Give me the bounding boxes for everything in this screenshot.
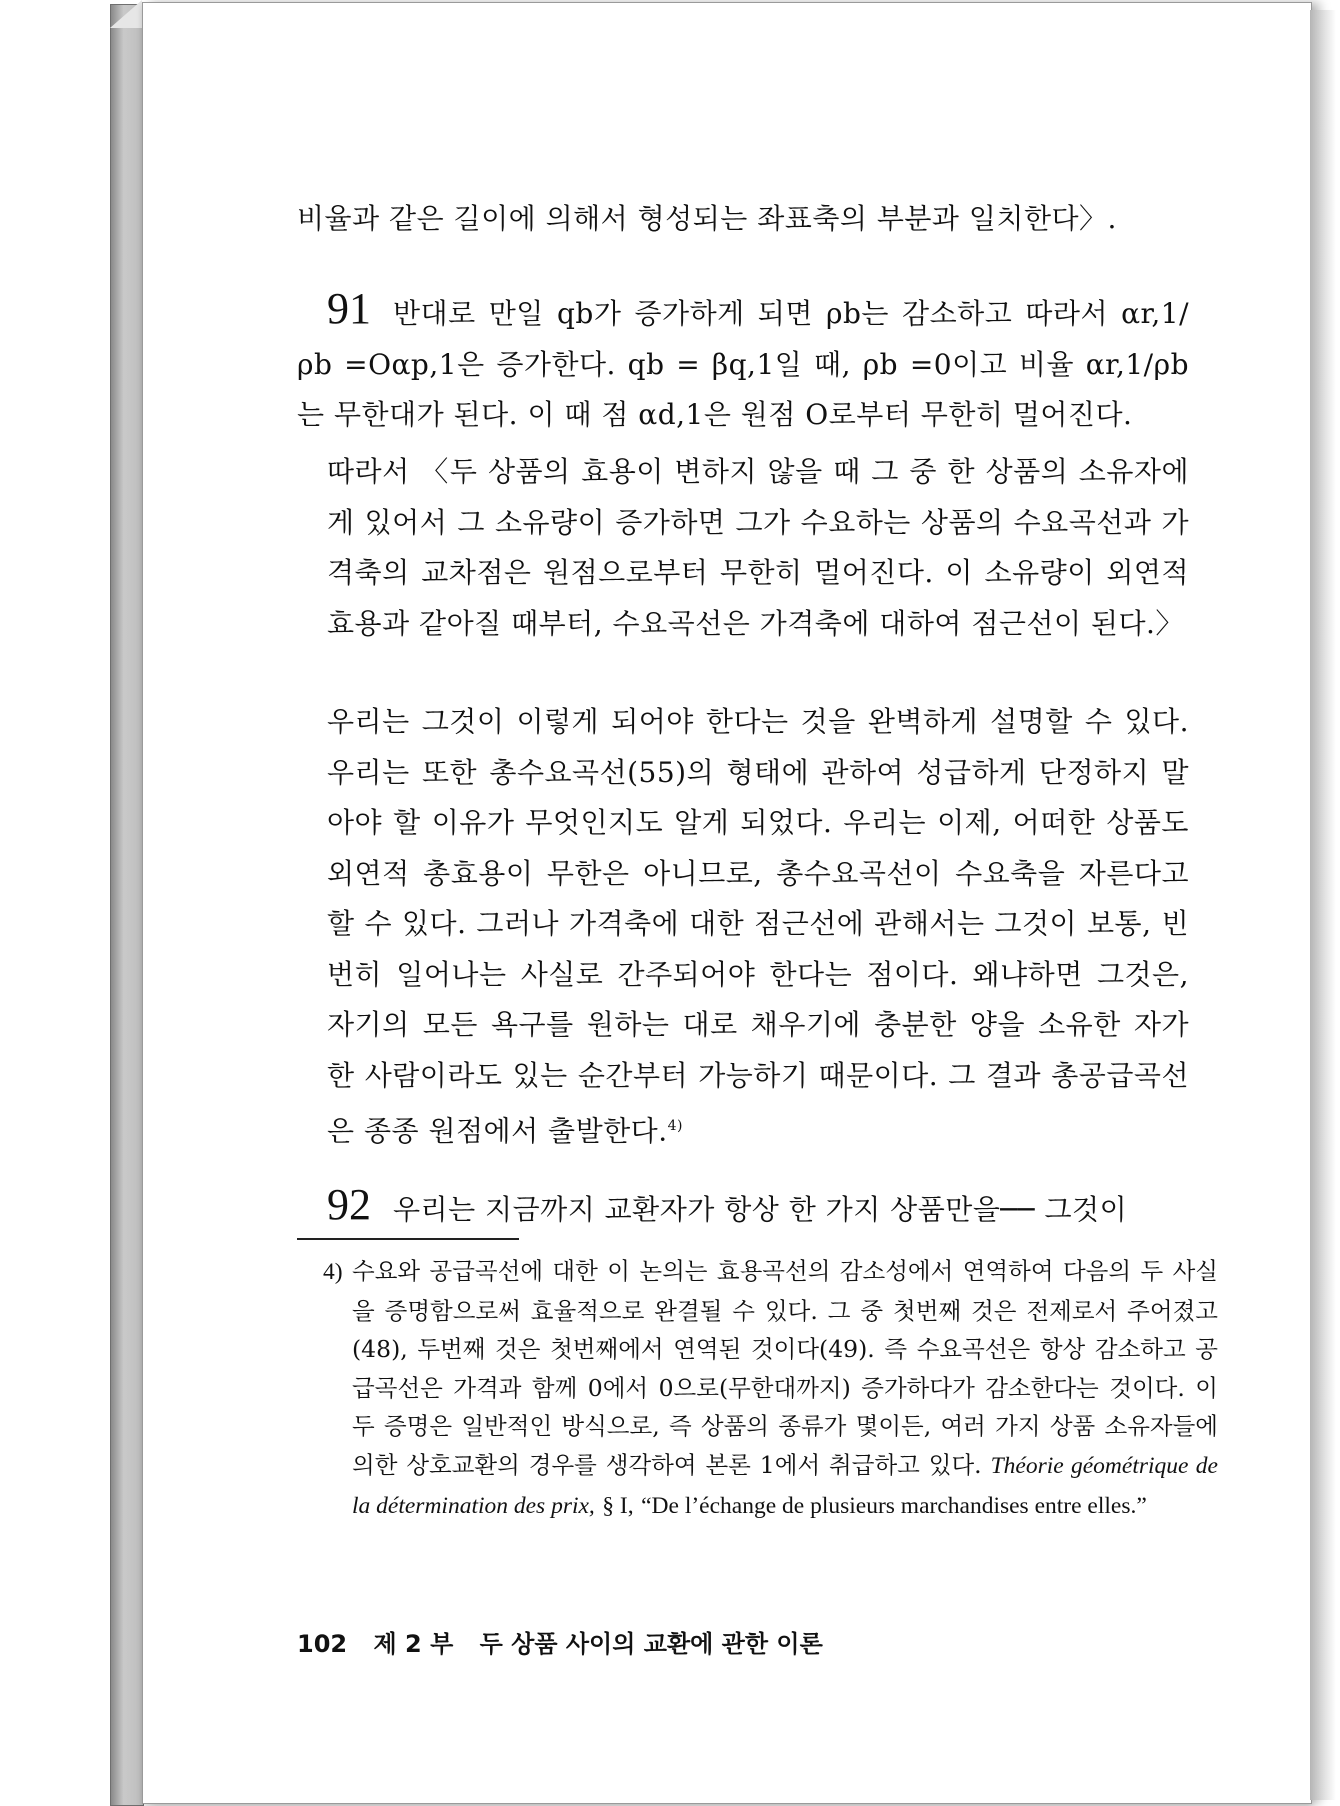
section-number: 91 [327,284,371,333]
book-spine [110,4,144,1806]
footnote-reference: 4) [667,1118,684,1134]
footnote-book-title: Théorie géométrique de la détermination des prix, [352,1452,1218,1519]
section-number: 92 [327,1180,371,1229]
running-title: 두 상품 사이의 교환에 관한 이론 [479,1630,823,1658]
page-footer [297,1624,841,1659]
page-edge-shadow [1310,10,1336,1800]
footnote-section: § I, [602,1492,634,1519]
paragraph-text: 따라서 〈두 상품의 효용이 변하지 않을 때 그 중 한 상품의 소유자에게 있어서 그 소유량이 증가하면 그가 수요하는 상품의 수요곡선과 가격축의 교차점은 원점으로부터 무한히 멀어진다. 이 소유량이 외연적 효용과 같아질 때부터, 수요곡선은 가격축에 대하여 점근선이 된다.〉 [327,455,1189,640]
paragraph-91 [297,284,1189,441]
footnote [323,1252,1218,1525]
footnote-marker: 4) [323,1259,343,1285]
paragraph-quote [297,447,1189,649]
paragraph-text: 우리는 지금까지 교환자가 항상 한 가지 상품만을── 그것이 [393,1193,1128,1226]
footnote-text: 수요와 공급곡선에 대한 이 논의는 효용곡선의 감소성에서 연역하여 다음의 두 사실을 증명함으로써 효율적으로 완결될 수 있다. 그 중 첫번째 것은 전제로서 주어졌고(48), 두번째 것은 첫번째에서 연역된 것이다(49). 즉 수요곡선은 항상 감소하고 공급곡선은 가격과 함께 0에서 0으로(무한대까지) 증가하다가 감소한다는 것이다. 이 두 증명은 일반적인 방식으로, 즉 상품의 종류가 몇이든, 여러 가지 상품 소유자들에 의한 상호교환의 경우를 생각하여 본론 1에서 취급하고 있다. [352,1257,1218,1479]
paragraph-text: 반대로 만일 qb가 증가하게 되면 ρb는 감소하고 따라서 αr,1/ρb =Oαp,1은 증가한다. qb = βq,1일 때, ρb =0이고 비율 αr,1/ρb는 무한대가 된다. 이 때 점 αd,1은 원점 O로부터 무한히 멀어진다. [297,297,1189,431]
paragraph-92 [297,1180,1189,1236]
paragraph-explanation [297,697,1189,1157]
paragraph-continuation [297,194,1189,245]
paragraph-text: 우리는 그것이 이렇게 되어야 한다는 것을 완벽하게 설명할 수 있다. 우리는 또한 총수요곡선(55)의 형태에 관하여 성급하게 단정하지 말아야 할 이유가 무엇인지도 알게 되었다. 우리는 이제, 어떠한 상품도 외연적 총효용이 무한은 아니므로, 총수요곡선이 수요축을 자른다고 할 수 있다. 그러나 가격축에 대한 점근선에 관해서는 그것이 보통, 빈번히 일어나는 사실로 간주되어야 한다는 점이다. 왜냐하면 그것은, 자기의 모든 욕구를 원하는 대로 채우기에 충분한 양을 소유한 자가 한 사람이라도 있는 순간부터 가능하기 때문이다. 그 결과 총공급곡선은 종종 원점에서 출발한다. [327,705,1189,1148]
part-label: 제 2 부 [373,1630,454,1658]
footnote-chapter-quote: “De l’échange de plusieurs marchandises entre elles.” [641,1492,1147,1519]
footnote-rule [297,1238,519,1240]
paragraph-text: 비율과 같은 길이에 의해서 형성되는 좌표축의 부분과 일치한다〉. [297,202,1117,235]
page-number: 102 [297,1630,348,1658]
